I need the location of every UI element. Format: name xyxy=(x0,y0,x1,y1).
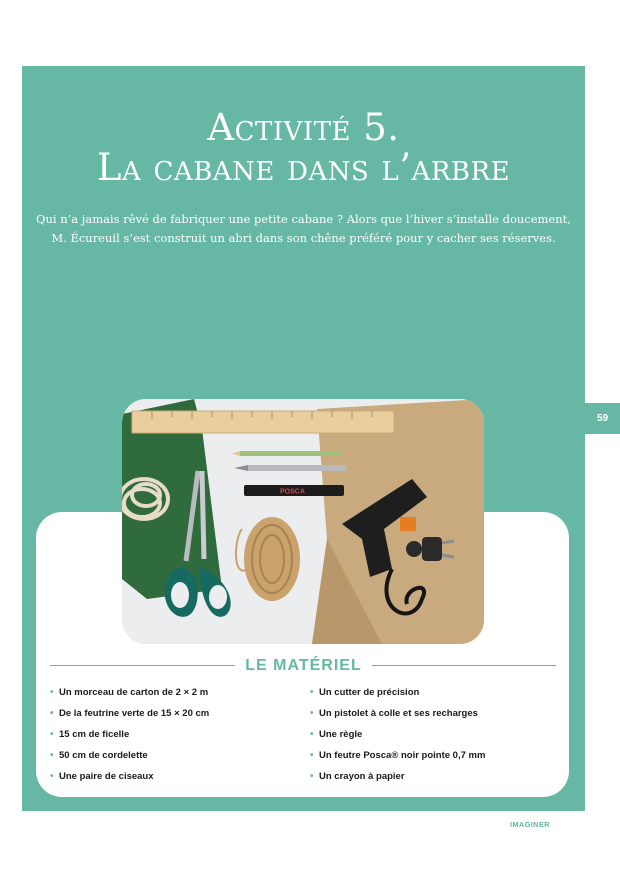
bullet-icon: • xyxy=(50,687,54,698)
heading-rule-right xyxy=(372,665,556,666)
materials-heading xyxy=(0,655,620,677)
materials-photo-illustration xyxy=(122,399,484,644)
intro-text-line-1: Qui n’a jamais rêvé de fabriquer une petite cabane ? Alors que l’hiver s’installe doucement, xyxy=(36,212,571,226)
list-item: • 15 cm de ficelle xyxy=(50,726,300,747)
list-item: • Un feutre Posca® noir pointe 0,7 mm xyxy=(310,747,565,768)
section-footer-label: IMAGINER xyxy=(510,820,550,829)
list-item: • Une règle xyxy=(310,726,565,747)
marker-brand-label: POSCA xyxy=(280,488,305,496)
list-item: • Un morceau de carton de 2 × 2 m xyxy=(50,684,300,705)
list-item: • Un cutter de précision xyxy=(310,684,565,705)
cutter xyxy=(248,465,346,471)
bullet-icon: • xyxy=(310,729,314,740)
bullet-icon: • xyxy=(310,750,314,761)
ruler xyxy=(132,411,394,433)
list-item: • Un crayon à papier xyxy=(310,768,565,789)
materials-list-right xyxy=(310,684,565,789)
pencil xyxy=(240,451,342,456)
intro-text-line-2: M. Écureuil s’est construit un abri dans son chêne préféré pour y cacher ses réserves. xyxy=(51,231,556,245)
materials-list-left xyxy=(50,684,300,789)
activity-title: Activité 5. xyxy=(207,106,400,149)
bullet-icon: • xyxy=(310,687,314,698)
bullet-icon: • xyxy=(50,750,54,761)
bullet-icon: • xyxy=(310,708,314,719)
heading-rule-left xyxy=(50,665,235,666)
bullet-icon: • xyxy=(50,729,54,740)
list-item: • Un pistolet à colle et ses recharges xyxy=(310,705,565,726)
list-item: • Une paire de ciseaux xyxy=(50,768,300,789)
page-number: 59 xyxy=(596,413,609,424)
page-number-tab xyxy=(585,403,620,434)
bullet-icon: • xyxy=(50,771,54,782)
list-item: • 50 cm de cordelette xyxy=(50,747,300,768)
activity-subtitle: La cabane dans l’arbre xyxy=(96,146,511,189)
bullet-icon: • xyxy=(50,708,54,719)
materials-heading-text: LE MATÉRIEL xyxy=(245,657,362,674)
materials-photo xyxy=(122,399,484,644)
list-item: • De la feutrine verte de 15 × 20 cm xyxy=(50,705,300,726)
bullet-icon: • xyxy=(310,771,314,782)
